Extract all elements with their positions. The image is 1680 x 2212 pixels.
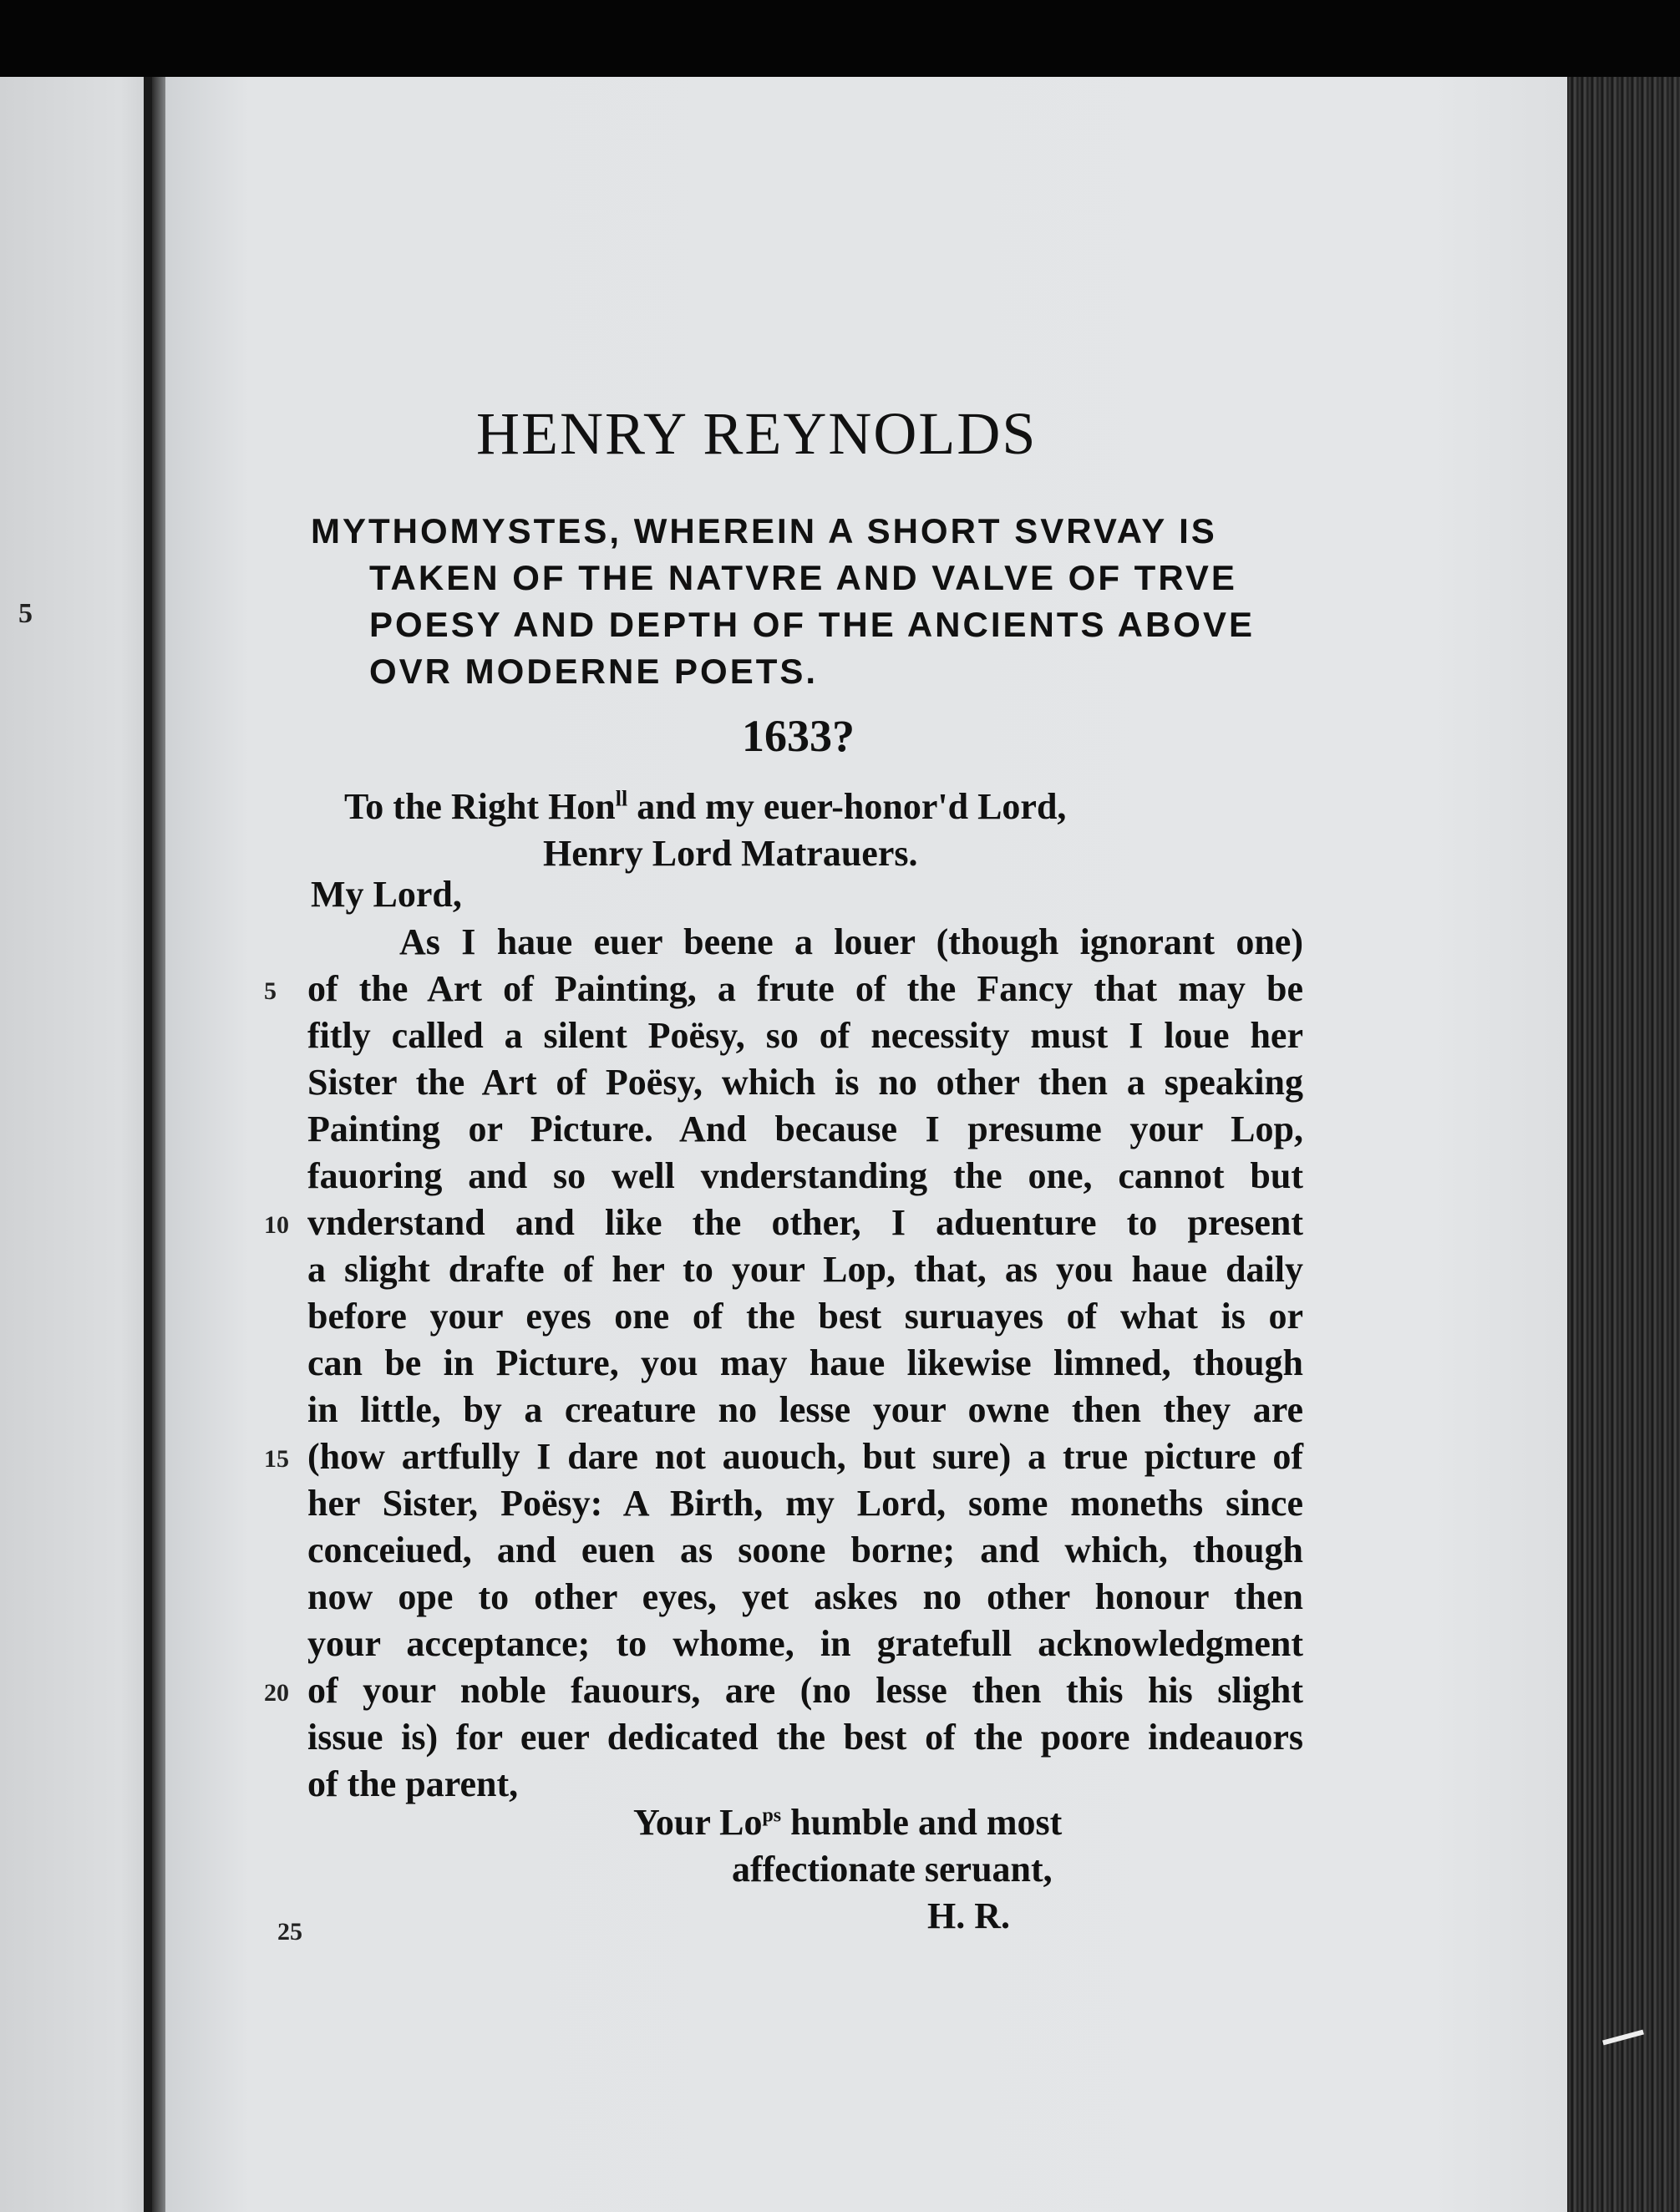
line-number: 20 — [264, 1679, 289, 1707]
body-line: As I haue euer beene a louer (though ignorant one) — [399, 921, 1303, 962]
dedication-line-1 — [344, 785, 1066, 828]
body-line: Painting or Picture. And because I presume your Lop, — [307, 1109, 1303, 1149]
body-line: fauoring and so well vnderstanding the one, cannot but — [307, 1155, 1303, 1196]
body-line: can be in Picture, you may haue likewise limned, though — [307, 1342, 1303, 1383]
signoff-line-2: affectionate seruant, — [732, 1849, 1053, 1890]
body-line: issue is) for euer dedicated the best of the poore indeauors — [307, 1717, 1303, 1758]
dedication-superscript: ll — [615, 786, 628, 811]
body-line: (how artfully I dare not auouch, but sure) a true picture of — [307, 1436, 1303, 1477]
body-line: conceiued, and euen as soone borne; and which, though — [307, 1530, 1303, 1570]
facing-page-line-number: 5 — [18, 598, 33, 629]
body-line: your acceptance; to whome, in gratefull acknowledgment — [307, 1623, 1303, 1664]
body-line: fitly called a silent Poësy, so of necessity must I loue her — [307, 1015, 1303, 1056]
dedication-text: To the Right Hon — [344, 786, 616, 827]
body-line: in little, by a creature no lesse your owne then they are — [307, 1389, 1303, 1430]
body-line: vnderstand and like the other, I aduenture to present — [307, 1202, 1303, 1243]
body-line: now ope to other eyes, yet askes no other honour then — [307, 1576, 1303, 1617]
line-number: 5 — [264, 977, 277, 1005]
salutation: My Lord, — [311, 874, 462, 915]
subtitle-line: POESY AND DEPTH OF THE ANCIENTS ABOVE — [369, 605, 1255, 644]
subtitle-line: OVR MODERNE POETS. — [369, 652, 819, 691]
subtitle-line: MYTHOMYSTES, WHEREIN A SHORT SVRVAY IS — [311, 511, 1217, 550]
signoff-text: humble and most — [781, 1802, 1063, 1843]
facing-page — [0, 77, 150, 2212]
year: 1633? — [742, 711, 855, 761]
body-line: before your eyes one of the best suruayes of what is or — [307, 1296, 1303, 1337]
subtitle — [311, 508, 1313, 695]
signoff-text: Your Lo — [633, 1802, 763, 1843]
signoff-initials: H. R. — [927, 1895, 1010, 1936]
subtitle-line: TAKEN OF THE NATVRE AND VALVE OF TRVE — [369, 558, 1237, 597]
body-line: Sister the Art of Poësy, which is no other then a speaking — [307, 1062, 1303, 1103]
signoff-line-1 — [633, 1801, 1062, 1844]
scan-top-border — [0, 0, 1680, 77]
letter-body — [307, 919, 1303, 1808]
signoff-superscript: ps — [762, 1804, 782, 1827]
dedication-line-2: Henry Lord Matrauers. — [543, 833, 918, 874]
page-title: HENRY REYNOLDS — [476, 400, 1038, 467]
line-number: 25 — [277, 1918, 302, 1946]
body-line: her Sister, Poësy: A Birth, my Lord, some moneths since — [307, 1483, 1303, 1524]
body-line: of your noble fauours, are (no lesse then this his slight — [307, 1670, 1303, 1711]
dedication-text: and my euer-honor'd Lord, — [627, 786, 1067, 827]
line-number: 15 — [264, 1445, 289, 1473]
body-line: of the parent, — [307, 1763, 519, 1804]
line-number: 10 — [264, 1211, 289, 1239]
body-line: a slight drafte of her to your Lop, that, as you haue daily — [307, 1249, 1303, 1290]
facing-page-edge — [144, 77, 152, 2212]
page-stack-edge — [1567, 77, 1680, 2212]
body-line: of the Art of Painting, a frute of the Fancy that may be — [307, 968, 1303, 1009]
